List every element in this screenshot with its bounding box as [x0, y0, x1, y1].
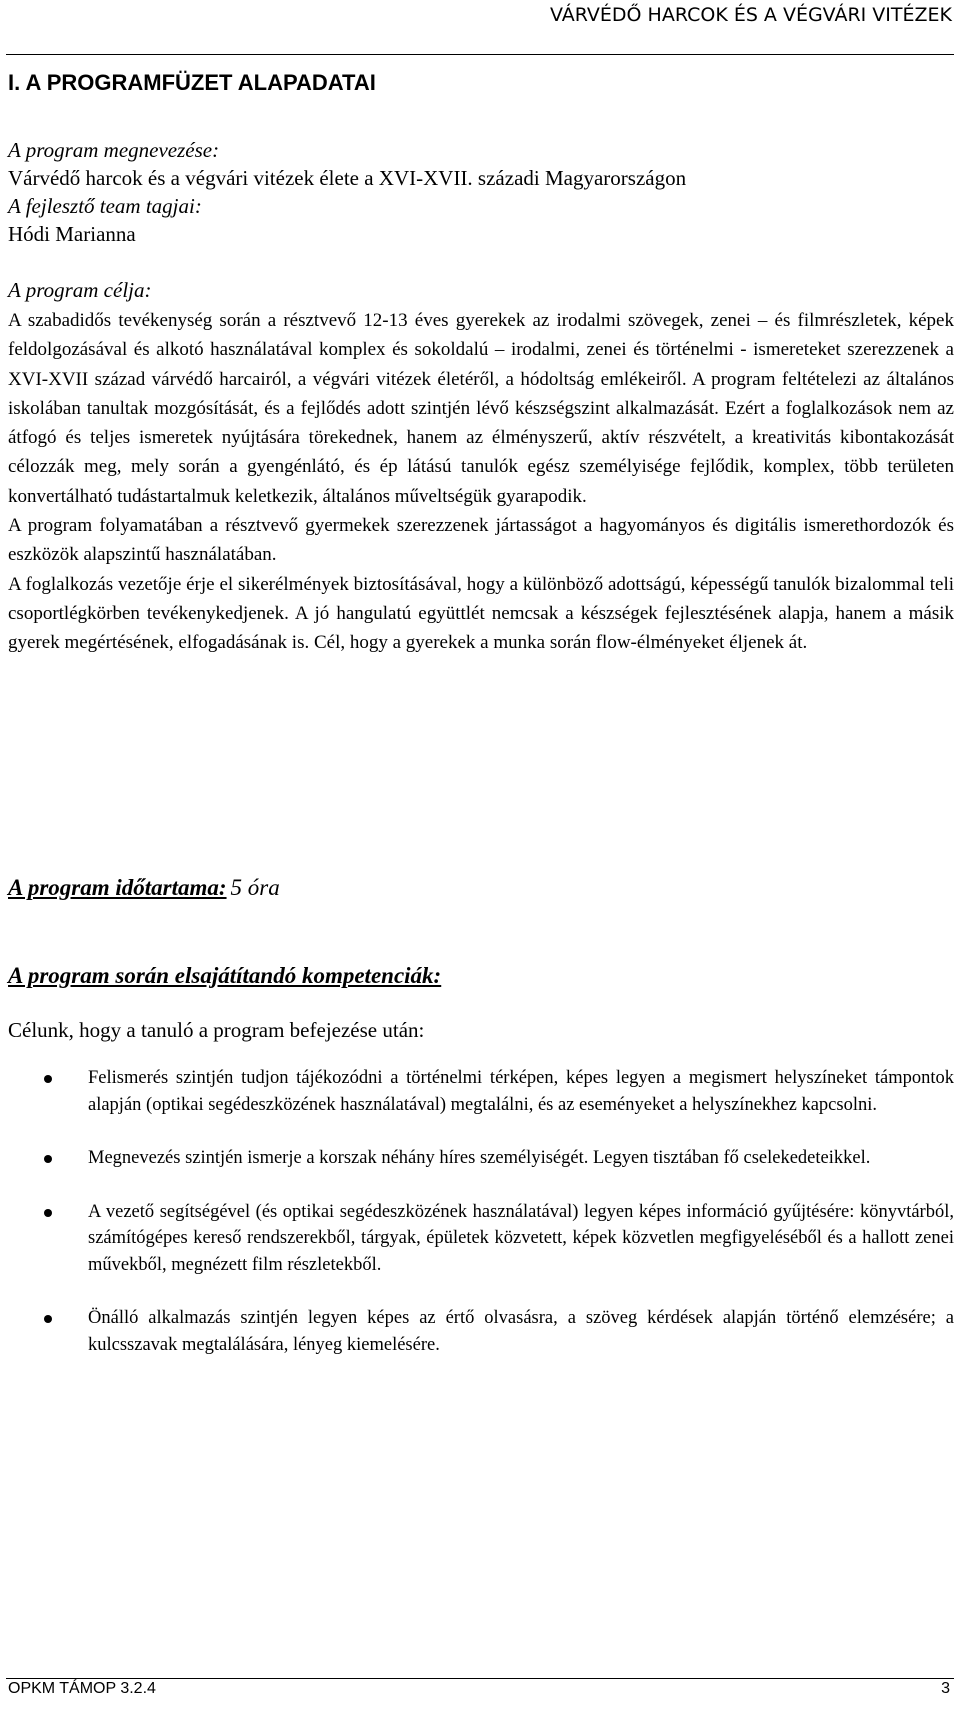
footer-project-code: OPKM TÁMOP 3.2.4: [8, 1680, 156, 1697]
running-header: VÁRVÉDŐ HARCOK ÉS A VÉGVÁRI VITÉZEK: [549, 4, 952, 26]
goal-label: A program célja:: [8, 278, 152, 302]
bullet-icon: [44, 1315, 52, 1323]
goal-paragraph: A szabadidős tevékenység során a résztvevő 12-13 éves gyerekek az irodalmi szövegek, zenei – és filmrészletek, képek feldolgozásával és alkotó használatával komplex és sokoldalú – irodalmi, zenei és történelmi - ismereteket szerezzenek a XVI-XVII század várvédő harcairól, a végvári vitézek életéről, a hódoltság emlékeiről. A program feltételezi az általános iskolában tanultak mozgósítását, és a fejlődés adott szintjén lévő készségszint alkalmazását. Ezért a foglalkozások nem az átfogó és teljes ismeretek nyújtására törekednek, hanem az élményszerű, aktív részvételt, a kreativitás kibontakozását célozzák meg, mely során a gyengénlátó, és ép látású tanulók egész személyisége fejlődik, komplex, több területen konvertálható tudástartalmuk keletkezik, általános műveltségük gyarapodik.: [8, 310, 954, 507]
bullet-icon: [44, 1209, 52, 1217]
goal-block: [8, 276, 954, 658]
footer-divider: [6, 1678, 954, 1679]
duration-value: 5 óra: [230, 875, 280, 900]
section-title: I. A PROGRAMFÜZET ALAPADATAI: [8, 70, 376, 95]
competencies-label: A program során elsajátítandó kompetenciák:: [8, 963, 442, 988]
goal-paragraph: A foglalkozás vezetője érje el sikerélmények biztosításával, hogy a különböző adottságú, képességű tanulók bizalommal teli csoportlégkörben tevékenykedjenek. A jó hangulatú együttlét nemcsak a készségek fejlesztésének alapja, hanem a másik gyerek megértésének, elfogadásának is. Cél, hogy a gyerekek a munka során flow-élményeket éljenek át.: [8, 573, 954, 654]
bullet-icon: [44, 1155, 52, 1163]
team-value: Hódi Marianna: [8, 222, 136, 246]
list-item: Felismerés szintjén tudjon tájékozódni a történelmi térképen, képes legyen a megismert helyszíneket támpontok alapján (optikai segédeszközének használatával) megtalálni, és az eseményeket a helyszínekhez kapcsolni.: [8, 1065, 954, 1118]
program-name-value: Várvédő harcok és a végvári vitézek élete a XVI-XVII. századi Magyarországon: [8, 166, 687, 190]
duration-block: [8, 875, 954, 901]
list-item: Megnevezés szintjén ismerje a korszak néhány híres személyiségét. Legyen tisztában fő cselekedeteikkel.: [8, 1145, 954, 1172]
goal-paragraph: A program folyamatában a résztvevő gyermekek szerezzenek jártasságot a hagyományos és digitális ismerethordozók és eszközök alapszintű használatában.: [8, 515, 954, 566]
list-item: A vezető segítségével (és optikai segédeszközének használatával) legyen képes információ gyűjtésére: könyvtárból, számítógépes kereső rendszerekből, tárgyak, épületek közvetett, képek közvetlen megfigyeléséből és a hallott zenei művekből, megnézett film részletekből.: [8, 1199, 954, 1279]
team-label: A fejlesztő team tagjai:: [8, 194, 202, 218]
list-item: Önálló alkalmazás szintjén legyen képes az értő olvasásra, a szöveg kérdések alapján történő elemzésére; a kulcsszavak megtalálására, lényeg kiemelésére.: [8, 1305, 954, 1358]
duration-label: A program időtartama:: [8, 875, 227, 900]
page-number: 3: [941, 1680, 950, 1697]
competencies-intro: Célunk, hogy a tanuló a program befejezése után:: [8, 1018, 425, 1042]
goal-text: [8, 306, 954, 658]
program-name-block: [8, 136, 954, 248]
header-divider: [6, 54, 954, 55]
competencies-heading-block: [8, 963, 954, 989]
competencies-list: [8, 1065, 954, 1385]
program-name-label: A program megnevezése:: [8, 138, 220, 162]
bullet-icon: [44, 1075, 52, 1083]
